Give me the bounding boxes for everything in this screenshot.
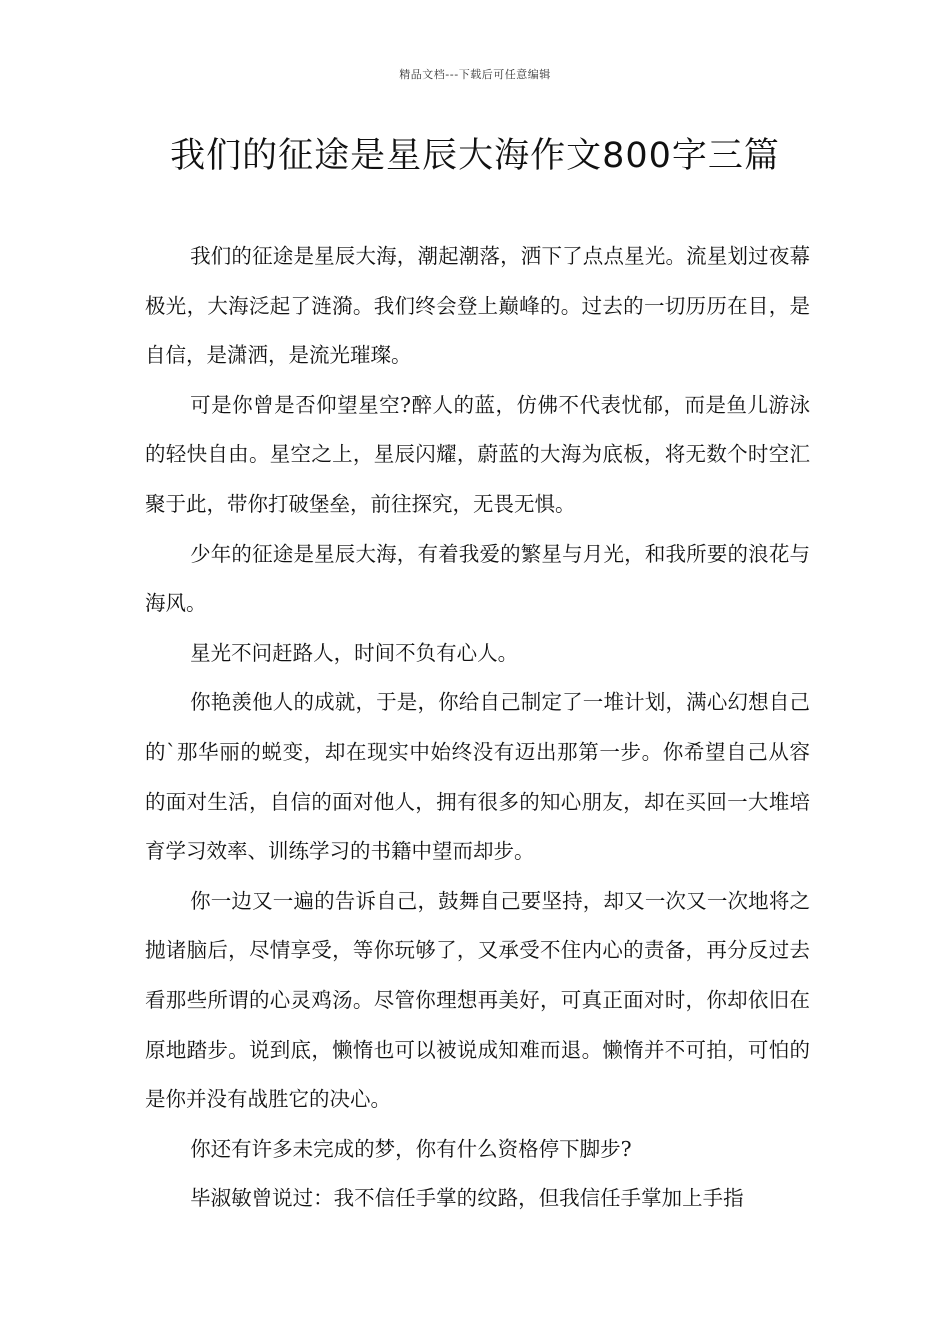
- page-header: 精品文档---下载后可任意编辑: [399, 68, 551, 81]
- document-body: [145, 232, 810, 1224]
- paragraph: 我们的征途是星辰大海，潮起潮落，洒下了点点星光。流星划过夜幕极光，大海泛起了涟漪。我们终会登上巅峰的。过去的一切历历在目，是自信，是潇洒，是流光璀璨。: [145, 244, 810, 368]
- paragraph: 少年的征途是星辰大海，有着我爱的繁星与月光，和我所要的浪花与海风。: [145, 541, 810, 616]
- document-title: 我们的征途是星辰大海作文800字三篇: [170, 136, 780, 176]
- paragraph: 星光不问赶路人，时间不负有心人。: [190, 640, 519, 665]
- paragraph: 你一边又一遍的告诉自己，鼓舞自己要坚持，却又一次又一次地将之抛诸脑后，尽情享受，等你玩够了，又承受不住内心的责备，再分反过去看那些所谓的心灵鸡汤。尽管你理想再美好，可真正面对时，你却依旧在原地踏步。说到底，懒惰也可以被说成知难而退。懒惰并不可拍，可怕的是你并没有战胜它的决心。: [145, 888, 810, 1112]
- paragraph: 你艳羡他人的成就，于是，你给自己制定了一堆计划，满心幻想自己的`那华丽的蜕变，却在现实中始终没有迈出那第一步。你希望自己从容的面对生活，自信的面对他人，拥有很多的知心朋友，却在买回一大堆培育学习效率、训练学习的书籍中望而却步。: [145, 690, 810, 864]
- paragraph: 毕淑敏曾说过：我不信任手掌的纹路，但我信任手掌加上手指: [190, 1186, 744, 1211]
- paragraph: 可是你曾是否仰望星空?醉人的蓝，仿佛不代表忧郁，而是鱼儿游泳的轻快自由。星空之上，星辰闪耀，蔚蓝的大海为底板，将无数个时空汇聚于此，带你打破堡垒，前往探究，无畏无惧。: [145, 392, 810, 516]
- paragraph: 你还有许多未完成的梦，你有什么资格停下脚步?: [190, 1136, 632, 1161]
